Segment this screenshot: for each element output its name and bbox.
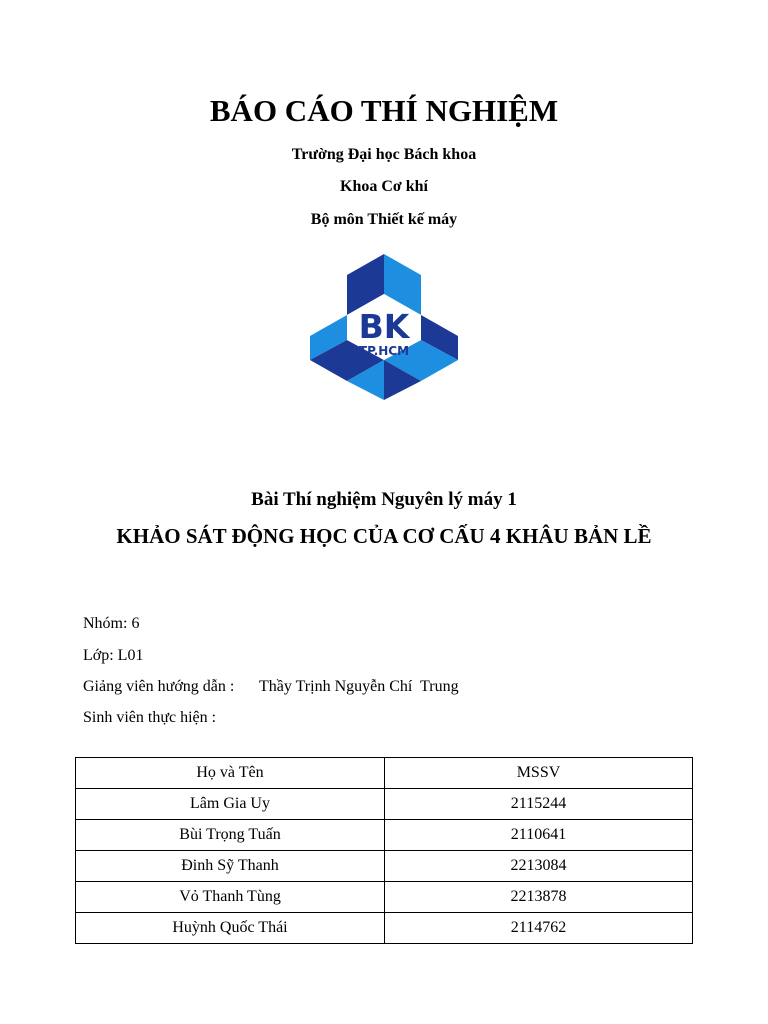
faculty-name: Khoa Cơ khí: [340, 178, 428, 195]
table-row: [76, 851, 693, 882]
logo-city-text: TP.HCM: [358, 344, 410, 358]
advisor-name: Thầy Trịnh Nguyễn Chí Trung: [259, 678, 459, 695]
lab-name: Bài Thí nghiệm Nguyên lý máy 1: [251, 489, 517, 510]
header-name-cell: Họ và Tên: [76, 758, 385, 789]
student-name-cell: Đinh Sỹ Thanh: [76, 851, 385, 882]
table-header-row: [76, 758, 693, 789]
advisor-info: [83, 677, 459, 697]
department-name: Bộ môn Thiết kế máy: [310, 211, 458, 228]
table-row: [76, 789, 693, 820]
student-id-cell: 2114762: [385, 913, 693, 944]
class-info: Lớp: L01: [83, 647, 144, 664]
university-name: Trường Đại học Bách khoa: [291, 146, 477, 163]
student-id-cell: 2110641: [385, 820, 693, 851]
student-id-cell: 2115244: [385, 789, 693, 820]
logo-bk-text: BK: [358, 307, 410, 346]
students-table: [75, 757, 693, 944]
table-row: [76, 913, 693, 944]
table-row: [76, 882, 693, 913]
lab-topic: KHẢO SÁT ĐỘNG HỌC CỦA CƠ CẤU 4 KHÂU BẢN LỀ: [116, 524, 652, 548]
header-id-cell: MSSV: [385, 758, 693, 789]
advisor-label: Giảng viên hướng dẫn :: [83, 678, 235, 695]
student-name-cell: Bùi Trọng Tuấn: [76, 820, 385, 851]
table-row: [76, 820, 693, 851]
student-id-cell: 2213878: [385, 882, 693, 913]
student-name-cell: Huỳnh Quốc Thái: [76, 913, 385, 944]
bk-university-logo: [308, 250, 460, 404]
group-info: Nhóm: 6: [83, 615, 140, 632]
student-id-cell: 2213084: [385, 851, 693, 882]
students-label: Sinh viên thực hiện :: [83, 709, 217, 726]
student-name-cell: Lâm Gia Uy: [76, 789, 385, 820]
report-title: BÁO CÁO THÍ NGHIỆM: [209, 93, 559, 128]
student-name-cell: Vỏ Thanh Tùng: [76, 882, 385, 913]
